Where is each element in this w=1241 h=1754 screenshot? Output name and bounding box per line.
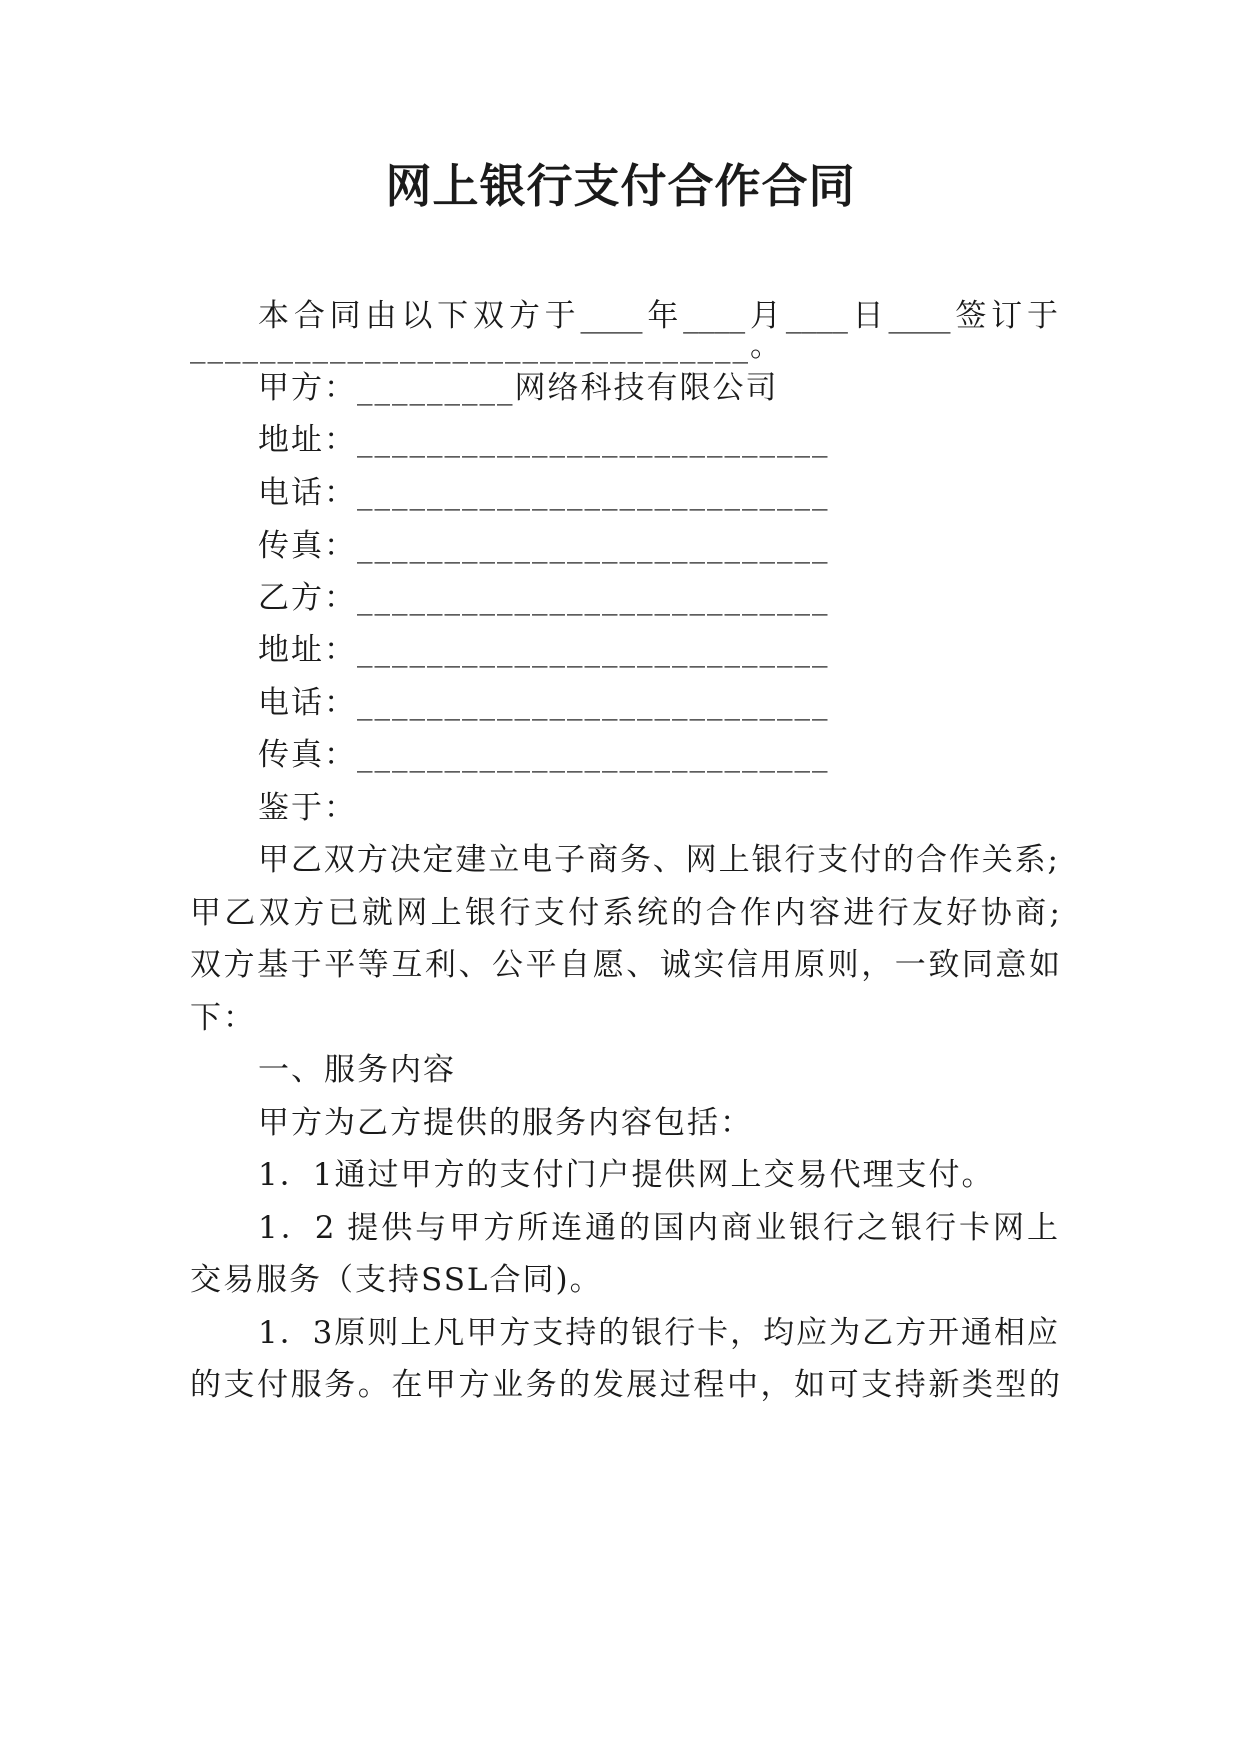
document-title: 网上银行支付合作合同 — [385, 159, 856, 213]
whereas-heading: 鉴于： — [258, 790, 357, 826]
whereas-paragraph-line-2: 甲乙双方已就网上银行支付系统的合作内容进行友好协商; — [190, 895, 1060, 931]
intro-line-2: ________________________________。 — [190, 328, 783, 364]
whereas-paragraph-line-3: 双方基于平等互利、公平自愿、诚实信用原则，一致同意如 — [190, 947, 1060, 983]
item-1-3-line-1: 1．3原则上凡甲方支持的银行卡，均应为乙方开通相应 — [258, 1315, 1058, 1351]
party-b-phone-line: 电话：___________________________ — [258, 685, 830, 721]
party-b-fax-line: 传真：___________________________ — [258, 737, 830, 773]
party-a-phone-line: 电话：___________________________ — [258, 475, 830, 511]
party-a-address-line: 地址：___________________________ — [258, 422, 830, 458]
whereas-paragraph-line-4: 下： — [190, 1000, 256, 1036]
section-1-heading: 一、服务内容 — [258, 1052, 456, 1088]
intro-line-1: 本合同由以下双方于____年____月____日____签订于 — [258, 298, 1058, 334]
party-a-fax-line: 传真：___________________________ — [258, 528, 830, 564]
party-b-line: 乙方：___________________________ — [258, 580, 830, 616]
item-1-1: 1．1通过甲方的支付门户提供网上交易代理支付。 — [258, 1157, 995, 1193]
section-1-intro: 甲方为乙方提供的服务内容包括： — [258, 1105, 753, 1141]
item-1-3-line-2: 的支付服务。在甲方业务的发展过程中，如可支持新类型的 — [190, 1367, 1060, 1403]
item-1-2-line-1: 1．2 提供与甲方所连通的国内商业银行之银行卡网上 — [258, 1210, 1058, 1246]
whereas-paragraph-line-1: 甲乙双方决定建立电子商务、网上银行支付的合作关系; — [258, 842, 1058, 878]
party-b-address-line: 地址：___________________________ — [258, 632, 830, 668]
item-1-2-line-2: 交易服务（支持SSL合同)。 — [190, 1262, 603, 1298]
party-a-line: 甲方：_________网络科技有限公司 — [258, 370, 779, 406]
